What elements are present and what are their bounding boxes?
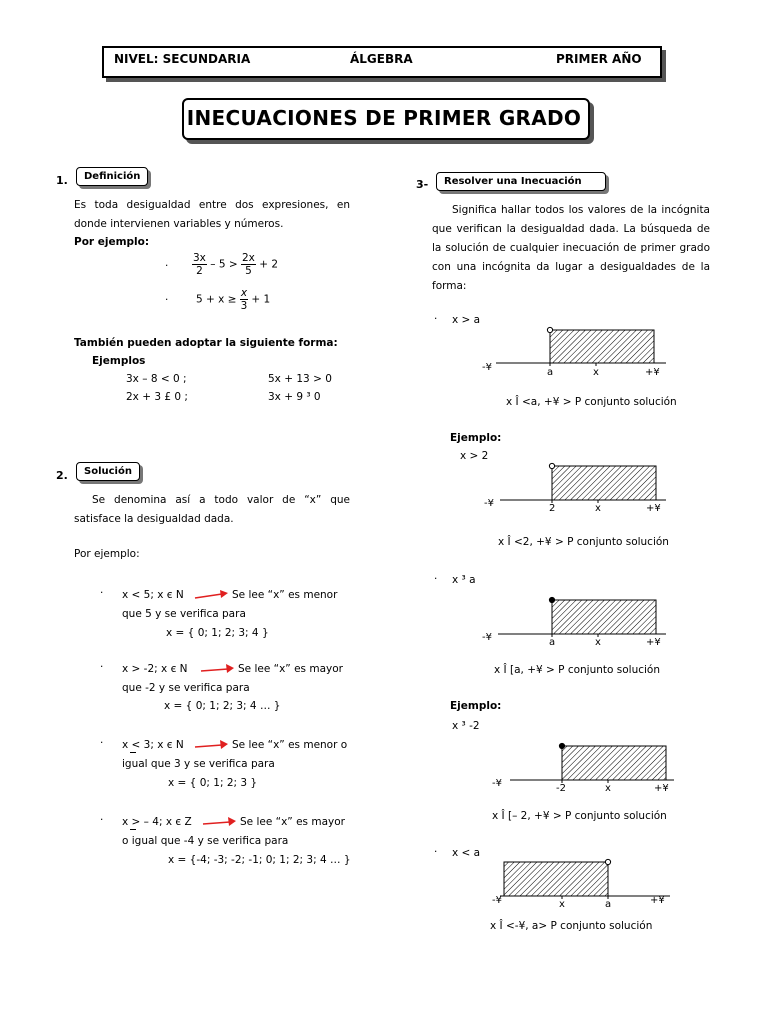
solution-region: [562, 746, 666, 780]
case-label: x < a: [452, 847, 481, 859]
header-subject: ÁLGEBRA: [350, 52, 413, 66]
definition-text: Es toda desigualdad entre dos expresiones, en donde intervienen variables y números.: [74, 199, 350, 230]
example-inequality-1: $\frac{3x}{2}$ – 5 > $\frac{2x}{5}$ + 2: [193, 252, 279, 277]
tick-label: -¥: [482, 362, 492, 373]
section-1-tag: Definición: [76, 167, 148, 186]
case-label: x ³ -2: [452, 720, 480, 732]
tick-label: +¥: [645, 367, 660, 378]
case-label: x > a: [452, 314, 481, 326]
solution-item-reading-cont: que 5 y se verifica para: [122, 608, 246, 620]
page-title: INECUACIONES DE PRIMER GRADO: [186, 106, 582, 130]
section-3-number: 3-: [416, 178, 429, 191]
number-line-diagram: [488, 740, 688, 796]
solution-region: [552, 600, 656, 634]
solution-region: [550, 330, 654, 363]
solution-item-set: x = { 0; 1; 2; 3; 4 … }: [164, 700, 281, 712]
closed-endpoint: [559, 743, 564, 748]
header-grade: PRIMER AÑO: [556, 52, 642, 66]
number-line-diagram: [480, 460, 680, 516]
solution-set: x Î [– 2, +¥ > P conjunto solución: [492, 810, 667, 822]
section-2-tag: Solución: [76, 462, 140, 481]
solution-item-inequality: x < 5; x є N: [122, 589, 184, 601]
solution-item-inequality: x > -2; x є N: [122, 663, 188, 675]
bullet: ·: [100, 814, 104, 826]
solution-item-reading-cont: que -2 y se verifica para: [122, 682, 250, 694]
solution-item-set: x = {-4; -3; -2; -1; 0; 1; 2; 3; 4 … }: [168, 854, 351, 866]
solution-text: Se denomina así a todo valor de “x” que satisface la desigualdad dada.: [74, 494, 350, 525]
open-endpoint: [549, 463, 554, 468]
form-example: 5x + 13 > 0: [268, 373, 332, 385]
solution-set: x Î [a, +¥ > P conjunto solución: [494, 664, 661, 676]
number-line-diagram: [480, 322, 680, 378]
tick-label: -¥: [492, 895, 502, 906]
closed-endpoint: [549, 597, 554, 602]
bullet: ·: [434, 573, 438, 585]
bullet: ·: [165, 294, 169, 306]
tick-label: x: [595, 637, 601, 648]
solution-set: x Î <a, +¥ > P conjunto solución: [506, 396, 677, 408]
underline-mark: [130, 752, 136, 753]
bullet: ·: [165, 260, 169, 272]
tick-label: a: [549, 637, 556, 648]
solution-set: x Î <-¥, a> P conjunto solución: [490, 920, 653, 932]
solution-item-reading-cont: igual que 3 y se verifica para: [122, 758, 275, 770]
resolve-text: Significa hallar todos los valores de la incógnita que verifican la desigualdad dada. La búsqueda de la solución de cualquier inecuación de primer grado con una incógnita da lugar a desigualdades de la forma:: [432, 204, 710, 292]
example-label: Por ejemplo:: [74, 548, 140, 560]
example-inequality-2: 5 + x ≥ $\frac{x}{3}$ + 1: [196, 287, 271, 312]
tick-label: +¥: [646, 637, 661, 648]
case-label: x > 2: [460, 450, 489, 462]
bullet: ·: [100, 587, 104, 599]
tick-label: -¥: [492, 778, 502, 789]
tick-label: -2: [556, 783, 566, 794]
form-example: 3x – 8 < 0 ;: [126, 373, 187, 385]
example-label: Por ejemplo:: [74, 236, 150, 248]
section-3-tag: Resolver una Inecuación: [436, 172, 606, 191]
section-1-number: 1.: [56, 174, 68, 187]
solution-item-inequality: x < 3; x є N: [122, 739, 184, 751]
tick-label: x: [593, 367, 599, 378]
tick-label: +¥: [646, 503, 661, 514]
tick-label: x: [605, 783, 611, 794]
number-line-diagram: [486, 856, 686, 912]
solution-item-reading: Se lee “x” es mayor: [238, 663, 343, 675]
red-arrow-icon: [202, 815, 238, 829]
examples-label: Ejemplos: [92, 355, 146, 367]
form-example: 2x + 3 £ 0 ;: [126, 391, 188, 403]
open-endpoint: [605, 859, 610, 864]
form-example: 3x + 9 ³ 0: [268, 391, 321, 403]
bullet: ·: [434, 846, 438, 858]
solution-item-reading: Se lee “x” es mayor: [240, 816, 345, 828]
tick-label: +¥: [650, 895, 665, 906]
example-label: Ejemplo:: [450, 700, 502, 712]
example-label: Ejemplo:: [450, 432, 502, 444]
number-line-diagram: [480, 594, 680, 650]
red-arrow-icon: [194, 588, 230, 602]
solution-set: x Î <2, +¥ > P conjunto solución: [498, 536, 669, 548]
case-label: x ³ a: [452, 574, 476, 586]
section-2-number: 2.: [56, 469, 68, 482]
solution-item-set: x = { 0; 1; 2; 3 }: [168, 777, 258, 789]
red-arrow-icon: [200, 662, 236, 676]
open-endpoint: [547, 327, 552, 332]
tick-label: x: [595, 503, 601, 514]
tick-label: 2: [549, 503, 556, 514]
solution-region: [504, 862, 608, 896]
tick-label: a: [605, 899, 612, 910]
tick-label: +¥: [654, 783, 669, 794]
tick-label: -¥: [484, 498, 494, 509]
solution-item-reading: Se lee “x” es menor o: [232, 739, 348, 751]
solution-region: [552, 466, 656, 500]
red-arrow-icon: [194, 738, 230, 752]
bullet: ·: [100, 737, 104, 749]
tick-label: -¥: [482, 632, 492, 643]
bullet: ·: [100, 661, 104, 673]
solution-item-inequality: x > – 4; x є Z: [122, 816, 192, 828]
tick-label: x: [559, 899, 565, 910]
tick-label: a: [547, 367, 554, 378]
alternate-forms-label: También pueden adoptar la siguiente forma:: [74, 337, 338, 349]
solution-item-reading-cont: o igual que -4 y se verifica para: [122, 835, 289, 847]
solution-item-set: x = { 0; 1; 2; 3; 4 }: [166, 627, 269, 639]
solution-item-reading: Se lee “x” es menor: [232, 589, 338, 601]
bullet: ·: [434, 313, 438, 325]
header-level: NIVEL: SECUNDARIA: [114, 52, 251, 66]
underline-mark: [130, 829, 136, 830]
